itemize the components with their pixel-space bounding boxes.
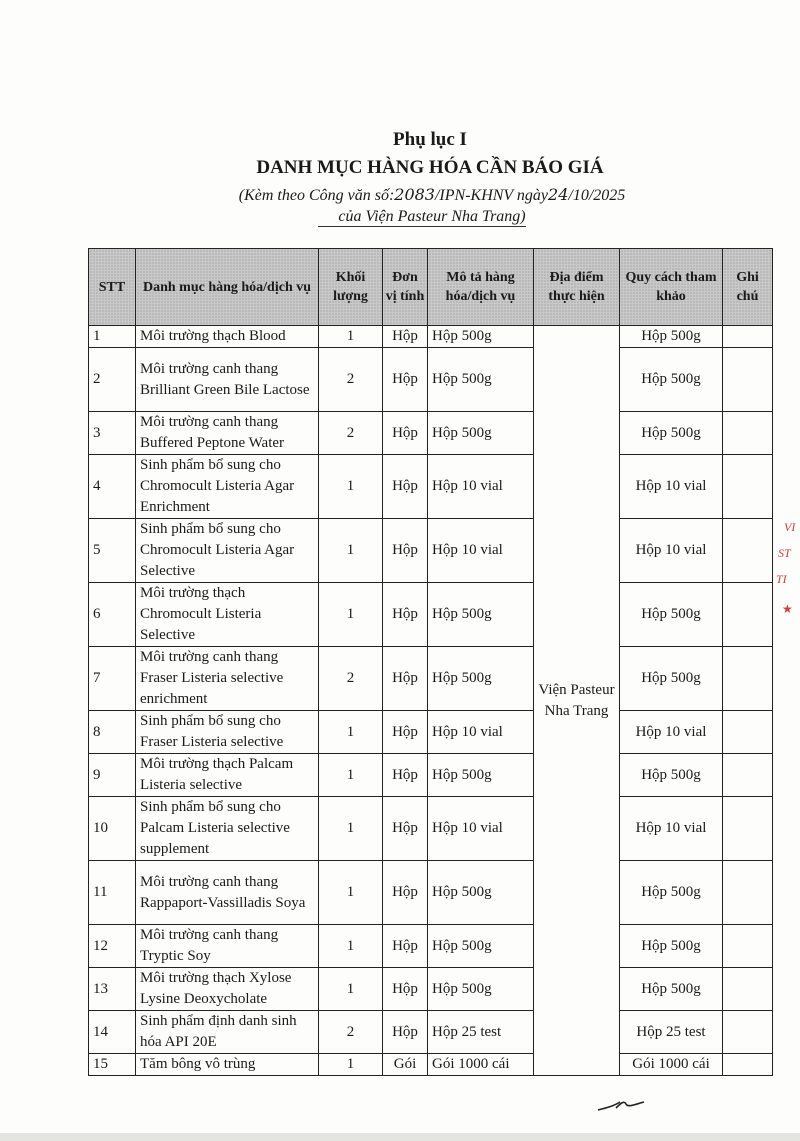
cell-description: Hộp 25 test [428,1011,534,1054]
cell-quantity: 2 [319,1011,383,1054]
table-body [89,326,773,1076]
cell-note [723,711,773,754]
table-row [89,583,773,647]
items-table [88,248,773,1076]
cell-spec: Hộp 10 vial [620,797,723,861]
table-header-row [89,249,773,326]
cell-unit: Hộp [383,348,428,412]
cell-description: Gói 1000 cái [428,1054,534,1076]
cell-spec: Hộp 500g [620,861,723,925]
table-row [89,861,773,925]
cell-note [723,754,773,797]
cell-stt: 10 [89,797,136,861]
cell-item-name: Sinh phẩm bổ sung cho Chromocult Listeria Agar Selective [136,519,319,583]
red-seal-fragment [770,480,800,630]
cell-note [723,412,773,455]
cell-quantity: 2 [319,412,383,455]
cell-quantity: 2 [319,647,383,711]
cell-stt: 8 [89,711,136,754]
cell-note [723,326,773,348]
stamp-text-3: TI [776,572,787,586]
header-description: Mô tả hàng hóa/dịch vụ [428,249,534,326]
cell-unit: Gói [383,1054,428,1076]
cell-item-name: Môi trường thạch Blood [136,326,319,348]
cell-unit: Hộp [383,968,428,1011]
cell-quantity: 1 [319,925,383,968]
table-row [89,754,773,797]
cell-item-name: Tăm bông vô trùng [136,1054,319,1076]
cell-spec: Hộp 25 test [620,1011,723,1054]
header-note: Ghi chú [723,249,773,326]
cell-note [723,861,773,925]
cell-unit: Hộp [383,647,428,711]
cell-unit: Hộp [383,711,428,754]
document-header [0,128,800,227]
cell-description: Hộp 500g [428,647,534,711]
cell-item-name: Môi trường canh thang Buffered Peptone Water [136,412,319,455]
cell-description: Hộp 500g [428,348,534,412]
cell-note [723,647,773,711]
cell-description: Hộp 10 vial [428,797,534,861]
cell-note [723,925,773,968]
cell-spec: Hộp 500g [620,968,723,1011]
table-row [89,1054,773,1076]
cell-item-name: Môi trường canh thang Rappaport-Vassilladis Soya [136,861,319,925]
stamp-text-1: VI [784,520,796,534]
cell-spec: Gói 1000 cái [620,1054,723,1076]
cell-stt: 6 [89,583,136,647]
cell-quantity: 1 [319,797,383,861]
cell-unit: Hộp [383,455,428,519]
header-spec: Quy cách tham khảo [620,249,723,326]
cell-spec: Hộp 500g [620,412,723,455]
cell-note [723,455,773,519]
handwritten-doc-day: 24 [548,185,569,204]
cell-quantity: 1 [319,583,383,647]
cell-stt: 2 [89,348,136,412]
cell-quantity: 1 [319,1054,383,1076]
cell-spec: Hộp 500g [620,348,723,412]
cell-spec: Hộp 500g [620,583,723,647]
cell-note [723,797,773,861]
document-title: DANH MỤC HÀNG HÓA CẦN BÁO GIÁ [256,157,604,178]
cell-quantity: 1 [319,968,383,1011]
cell-unit: Hộp [383,412,428,455]
table-row [89,412,773,455]
cell-description: Hộp 10 vial [428,711,534,754]
reference-middle: /IPN-KHNV ngày [434,187,549,204]
handwritten-initials [596,1094,646,1116]
cell-item-name: Sinh phẩm bổ sung cho Fraser Listeria selective [136,711,319,754]
table-row [89,326,773,348]
cell-description: Hộp 10 vial [428,519,534,583]
cell-place: Viện Pasteur Nha Trang [534,326,620,1076]
cell-stt: 4 [89,455,136,519]
cell-quantity: 2 [319,348,383,412]
cell-stt: 3 [89,412,136,455]
cell-stt: 14 [89,1011,136,1054]
cell-quantity: 1 [319,455,383,519]
cell-note [723,583,773,647]
cell-item-name: Sinh phẩm bổ sung cho Palcam Listeria selective supplement [136,797,319,861]
cell-note [723,968,773,1011]
cell-note [723,348,773,412]
cell-description: Hộp 500g [428,583,534,647]
cell-description: Hộp 500g [428,754,534,797]
header-underline [318,226,526,227]
cell-stt: 15 [89,1054,136,1076]
header-quantity: Khối lượng [319,249,383,326]
cell-stt: 9 [89,754,136,797]
cell-quantity: 1 [319,326,383,348]
cell-description: Hộp 500g [428,412,534,455]
cell-item-name: Môi trường canh thang Tryptic Soy [136,925,319,968]
cell-item-name: Sinh phẩm định danh sinh hóa API 20E [136,1011,319,1054]
stamp-star-icon: ★ [782,602,793,616]
cell-item-name: Môi trường thạch Xylose Lysine Deoxycholate [136,968,319,1011]
table-row [89,348,773,412]
cell-description: Hộp 500g [428,861,534,925]
cell-stt: 5 [89,519,136,583]
cell-stt: 11 [89,861,136,925]
header-item: Danh mục hàng hóa/dịch vụ [136,249,319,326]
cell-spec: Hộp 10 vial [620,455,723,519]
cell-stt: 13 [89,968,136,1011]
cell-quantity: 1 [319,754,383,797]
cell-note [723,519,773,583]
cell-description: Hộp 500g [428,968,534,1011]
cell-spec: Hộp 500g [620,925,723,968]
cell-unit: Hộp [383,861,428,925]
header-place: Địa điểm thực hiện [534,249,620,326]
cell-note [723,1011,773,1054]
cell-spec: Hộp 500g [620,326,723,348]
stamp-text-2: ST [778,546,791,560]
cell-spec: Hộp 500g [620,754,723,797]
table-row [89,711,773,754]
cell-stt: 12 [89,925,136,968]
cell-description: Hộp 500g [428,326,534,348]
cell-unit: Hộp [383,754,428,797]
cell-item-name: Môi trường thạch Palcam Listeria selective [136,754,319,797]
reference-date: /10/2025 [568,187,626,204]
cell-item-name: Sinh phẩm bổ sung cho Chromocult Listeria Agar Enrichment [136,455,319,519]
cell-unit: Hộp [383,1011,428,1054]
cell-unit: Hộp [383,583,428,647]
header-unit: Đơn vị tính [383,249,428,326]
document-issuer: của Viện Pasteur Nha Trang) [338,208,526,225]
cell-spec: Hộp 500g [620,647,723,711]
handwritten-doc-number: 2083 [394,185,435,204]
document-reference [64,184,800,207]
cell-description: Hộp 10 vial [428,455,534,519]
cell-unit: Hộp [383,925,428,968]
cell-stt: 1 [89,326,136,348]
cell-unit: Hộp [383,326,428,348]
appendix-label: Phụ lục I [393,129,467,150]
cell-item-name: Môi trường canh thang Brilliant Green Bile Lactose [136,348,319,412]
cell-quantity: 1 [319,519,383,583]
cell-spec: Hộp 10 vial [620,519,723,583]
table-row [89,968,773,1011]
table-row [89,925,773,968]
cell-quantity: 1 [319,861,383,925]
reference-prefix: (Kèm theo Công văn số: [238,187,395,204]
cell-note [723,1054,773,1076]
table-row [89,647,773,711]
table-row [89,797,773,861]
cell-unit: Hộp [383,519,428,583]
cell-quantity: 1 [319,711,383,754]
table-row [89,455,773,519]
cell-description: Hộp 500g [428,925,534,968]
header-stt: STT [89,249,136,326]
cell-spec: Hộp 10 vial [620,711,723,754]
table-row [89,519,773,583]
cell-item-name: Môi trường thạch Chromocult Listeria Selective [136,583,319,647]
cell-stt: 7 [89,647,136,711]
cell-item-name: Môi trường canh thang Fraser Listeria selective enrichment [136,647,319,711]
scan-edge [0,1133,800,1141]
table-row [89,1011,773,1054]
cell-unit: Hộp [383,797,428,861]
